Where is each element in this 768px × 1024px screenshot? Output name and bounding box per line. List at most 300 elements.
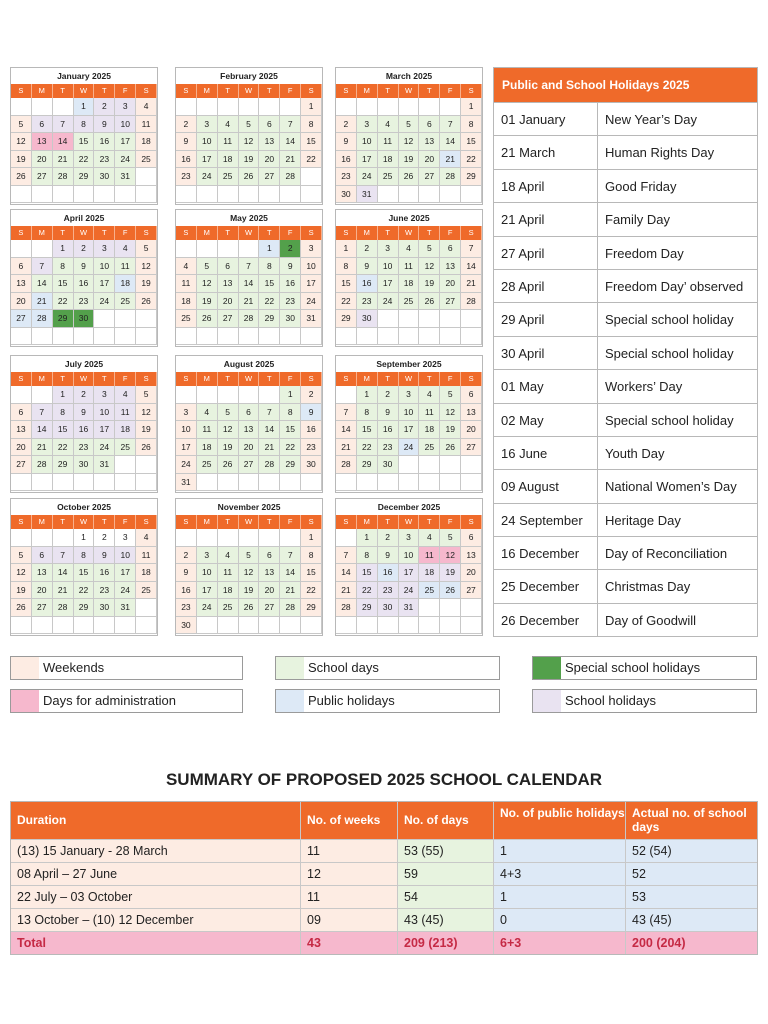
holidays-title: Public and School Holidays 2025 xyxy=(494,68,757,102)
weekday-label: M xyxy=(197,372,218,386)
legend-weekends xyxy=(10,656,243,680)
holiday-name: Freedom Day xyxy=(605,245,684,261)
day-cell: 20 xyxy=(32,151,53,169)
total-days: 209 (213) xyxy=(398,931,494,954)
day-cell: 22 xyxy=(301,582,322,600)
header-actual-days: Actual no. of school days xyxy=(626,802,757,839)
empty-day-cell xyxy=(11,617,32,635)
weekday-label: S xyxy=(301,515,322,529)
day-cell: 8 xyxy=(336,258,357,276)
day-cell: 6 xyxy=(32,547,53,565)
day-cell: 27 xyxy=(32,168,53,186)
holiday-date: 16 June xyxy=(494,437,598,469)
empty-day-cell xyxy=(74,328,95,346)
day-cell: 4 xyxy=(378,116,399,134)
day-grid xyxy=(11,386,157,491)
holiday-row xyxy=(494,336,757,369)
day-cell: 28 xyxy=(32,456,53,474)
day-cell: 31 xyxy=(399,599,420,617)
weekday-label: T xyxy=(53,84,74,98)
empty-day-cell xyxy=(336,617,357,635)
legend-school-days xyxy=(275,656,500,680)
empty-day-cell xyxy=(94,186,115,204)
empty-day-cell xyxy=(11,529,32,547)
day-cell: 21 xyxy=(32,293,53,311)
day-cell: 23 xyxy=(176,599,197,617)
empty-day-cell xyxy=(74,474,95,492)
empty-day-cell xyxy=(53,98,74,116)
weekday-header xyxy=(11,515,157,529)
day-cell: 19 xyxy=(11,582,32,600)
header-duration: Duration xyxy=(11,802,301,839)
day-cell: 14 xyxy=(32,421,53,439)
day-grid xyxy=(176,98,322,203)
day-cell: 19 xyxy=(218,439,239,457)
empty-day-cell xyxy=(136,456,157,474)
empty-day-cell xyxy=(461,186,482,204)
day-cell: 29 xyxy=(301,599,322,617)
weekday-label: M xyxy=(357,372,378,386)
weekday-label: T xyxy=(378,515,399,529)
day-cell: 15 xyxy=(357,421,378,439)
holiday-date: 01 January xyxy=(494,103,598,135)
day-cell: 16 xyxy=(94,133,115,151)
weekday-label: S xyxy=(136,226,157,240)
day-cell: 10 xyxy=(197,564,218,582)
day-cell: 25 xyxy=(136,582,157,600)
day-cell: 11 xyxy=(136,116,157,134)
holiday-date: 24 September xyxy=(494,504,598,536)
holiday-date: 26 December xyxy=(494,604,598,636)
month-calendar xyxy=(10,355,158,493)
weekday-label: S xyxy=(336,372,357,386)
weekday-label: F xyxy=(280,226,301,240)
weekday-label: W xyxy=(74,515,95,529)
day-cell: 2 xyxy=(378,386,399,404)
day-cell: 18 xyxy=(176,293,197,311)
day-cell: 31 xyxy=(94,456,115,474)
day-cell: 16 xyxy=(336,151,357,169)
month-calendar xyxy=(10,209,158,347)
holiday-date: 21 March xyxy=(494,136,598,168)
day-cell: 9 xyxy=(301,404,322,422)
day-cell: 17 xyxy=(94,421,115,439)
day-cell: 25 xyxy=(115,439,136,457)
empty-day-cell xyxy=(239,98,260,116)
day-cell: 9 xyxy=(357,258,378,276)
day-cell: 24 xyxy=(301,293,322,311)
day-cell: 27 xyxy=(259,599,280,617)
day-cell: 24 xyxy=(94,439,115,457)
empty-day-cell xyxy=(336,474,357,492)
holiday-name: Workers’ Day xyxy=(605,379,683,395)
day-cell: 25 xyxy=(399,293,420,311)
day-cell: 25 xyxy=(176,310,197,328)
holiday-name: Special school holiday xyxy=(605,345,734,361)
month-calendar xyxy=(175,355,323,493)
empty-day-cell xyxy=(176,328,197,346)
legend-label: Special school holidays xyxy=(561,657,756,679)
day-cell: 23 xyxy=(74,439,95,457)
empty-day-cell xyxy=(461,474,482,492)
weekday-label: M xyxy=(197,515,218,529)
summary-cell: 09 xyxy=(301,908,398,931)
day-cell: 7 xyxy=(32,404,53,422)
day-cell: 12 xyxy=(136,404,157,422)
month-title: October 2025 xyxy=(57,502,111,512)
day-cell: 22 xyxy=(357,439,378,457)
empty-day-cell xyxy=(11,386,32,404)
day-cell: 18 xyxy=(197,439,218,457)
empty-day-cell xyxy=(53,328,74,346)
day-cell: 6 xyxy=(11,258,32,276)
empty-day-cell xyxy=(115,310,136,328)
weekday-label: T xyxy=(94,372,115,386)
day-cell: 3 xyxy=(197,547,218,565)
holiday-row xyxy=(494,169,757,202)
day-cell: 29 xyxy=(74,168,95,186)
day-cell: 24 xyxy=(115,151,136,169)
holiday-name: New Year’s Day xyxy=(605,112,698,127)
empty-day-cell xyxy=(176,240,197,258)
holiday-name: Day of Reconciliation xyxy=(605,546,728,562)
day-cell: 7 xyxy=(280,116,301,134)
day-cell: 26 xyxy=(11,168,32,186)
day-cell: 4 xyxy=(115,386,136,404)
day-cell: 23 xyxy=(378,582,399,600)
day-cell: 13 xyxy=(239,421,260,439)
holiday-row xyxy=(494,569,757,602)
month-title: March 2025 xyxy=(385,71,433,81)
summary-row xyxy=(11,862,757,885)
month-title: August 2025 xyxy=(223,359,275,369)
empty-day-cell xyxy=(218,328,239,346)
weekday-label: M xyxy=(197,84,218,98)
day-cell: 19 xyxy=(440,421,461,439)
empty-day-cell xyxy=(440,617,461,635)
day-grid xyxy=(336,98,482,203)
day-cell: 13 xyxy=(259,564,280,582)
day-cell: 19 xyxy=(239,151,260,169)
empty-day-cell xyxy=(11,186,32,204)
weekday-header xyxy=(336,226,482,240)
day-cell: 27 xyxy=(259,168,280,186)
day-cell: 2 xyxy=(74,386,95,404)
day-cell: 11 xyxy=(115,258,136,276)
empty-day-cell xyxy=(280,186,301,204)
empty-day-cell xyxy=(197,186,218,204)
day-cell: 26 xyxy=(239,168,260,186)
day-cell: 22 xyxy=(259,293,280,311)
empty-day-cell xyxy=(301,186,322,204)
day-cell: 20 xyxy=(419,151,440,169)
weekday-label: S xyxy=(301,84,322,98)
day-cell: 1 xyxy=(301,529,322,547)
empty-day-cell xyxy=(419,186,440,204)
empty-day-cell xyxy=(419,617,440,635)
day-cell: 16 xyxy=(74,275,95,293)
empty-day-cell xyxy=(336,98,357,116)
day-cell: 10 xyxy=(176,421,197,439)
empty-day-cell xyxy=(218,386,239,404)
day-grid xyxy=(11,98,157,203)
day-cell: 21 xyxy=(336,439,357,457)
day-grid xyxy=(11,529,157,634)
day-cell: 22 xyxy=(74,151,95,169)
day-grid xyxy=(11,240,157,345)
empty-day-cell xyxy=(136,474,157,492)
empty-day-cell xyxy=(399,456,420,474)
day-grid xyxy=(336,386,482,491)
day-cell: 9 xyxy=(176,133,197,151)
day-cell: 26 xyxy=(419,293,440,311)
day-cell: 27 xyxy=(239,456,260,474)
day-cell: 8 xyxy=(259,258,280,276)
day-cell: 22 xyxy=(280,439,301,457)
day-cell: 29 xyxy=(357,456,378,474)
day-cell: 14 xyxy=(32,275,53,293)
day-cell: 25 xyxy=(419,439,440,457)
day-cell: 9 xyxy=(74,258,95,276)
day-cell: 24 xyxy=(357,168,378,186)
day-cell: 12 xyxy=(399,133,420,151)
empty-day-cell xyxy=(440,186,461,204)
empty-day-cell xyxy=(115,617,136,635)
empty-day-cell xyxy=(197,98,218,116)
holiday-date: 01 May xyxy=(494,370,598,402)
empty-day-cell xyxy=(239,240,260,258)
day-cell: 17 xyxy=(197,151,218,169)
empty-day-cell xyxy=(440,310,461,328)
day-cell: 7 xyxy=(461,240,482,258)
day-cell: 8 xyxy=(53,258,74,276)
weekday-label: S xyxy=(176,226,197,240)
day-cell: 4 xyxy=(419,386,440,404)
day-cell: 13 xyxy=(32,133,53,151)
empty-day-cell xyxy=(197,240,218,258)
day-cell: 30 xyxy=(336,186,357,204)
empty-day-cell xyxy=(94,474,115,492)
day-cell: 27 xyxy=(461,582,482,600)
weekday-label: F xyxy=(440,84,461,98)
empty-day-cell xyxy=(94,617,115,635)
empty-day-cell xyxy=(419,599,440,617)
day-cell: 27 xyxy=(419,168,440,186)
day-cell: 11 xyxy=(136,547,157,565)
empty-day-cell xyxy=(301,168,322,186)
summary-cell: 52 (54) xyxy=(626,839,757,862)
holiday-row xyxy=(494,369,757,402)
empty-day-cell xyxy=(115,474,136,492)
weekday-label: T xyxy=(259,84,280,98)
empty-day-cell xyxy=(11,240,32,258)
day-cell: 25 xyxy=(136,151,157,169)
day-cell: 8 xyxy=(74,116,95,134)
holiday-row xyxy=(494,202,757,235)
day-cell: 15 xyxy=(259,275,280,293)
empty-day-cell xyxy=(32,529,53,547)
weekday-label: T xyxy=(259,372,280,386)
day-cell: 15 xyxy=(53,421,74,439)
day-cell: 16 xyxy=(280,275,301,293)
weekday-label: T xyxy=(53,515,74,529)
day-cell: 17 xyxy=(357,151,378,169)
empty-day-cell xyxy=(259,328,280,346)
empty-day-cell xyxy=(53,529,74,547)
day-cell: 14 xyxy=(461,258,482,276)
day-cell: 22 xyxy=(461,151,482,169)
holiday-date: 16 December xyxy=(494,537,598,569)
day-cell: 16 xyxy=(74,421,95,439)
day-cell: 15 xyxy=(301,564,322,582)
day-cell: 3 xyxy=(94,386,115,404)
day-cell: 21 xyxy=(336,582,357,600)
day-cell: 7 xyxy=(53,116,74,134)
day-cell: 14 xyxy=(239,275,260,293)
day-cell: 30 xyxy=(94,168,115,186)
empty-day-cell xyxy=(378,310,399,328)
empty-day-cell xyxy=(280,98,301,116)
weekday-label: S xyxy=(301,226,322,240)
day-cell: 7 xyxy=(259,404,280,422)
weekday-label: T xyxy=(419,372,440,386)
empty-day-cell xyxy=(280,474,301,492)
day-cell: 15 xyxy=(74,564,95,582)
day-cell: 4 xyxy=(399,240,420,258)
day-cell: 16 xyxy=(176,151,197,169)
day-cell: 13 xyxy=(440,258,461,276)
day-cell: 12 xyxy=(218,421,239,439)
weekday-label: T xyxy=(218,226,239,240)
day-cell: 19 xyxy=(419,275,440,293)
day-cell: 9 xyxy=(378,547,399,565)
day-cell: 30 xyxy=(301,456,322,474)
day-cell: 14 xyxy=(280,133,301,151)
holiday-name: Special school holiday xyxy=(605,412,734,428)
summary-cell: 52 xyxy=(626,862,757,885)
weekday-label: S xyxy=(461,84,482,98)
month-calendar xyxy=(175,209,323,347)
summary-cell: 54 xyxy=(398,885,494,908)
day-cell: 12 xyxy=(136,258,157,276)
day-cell: 20 xyxy=(259,582,280,600)
day-cell: 18 xyxy=(136,564,157,582)
weekday-label: S xyxy=(11,515,32,529)
summary-total-row xyxy=(11,931,757,954)
day-cell: 7 xyxy=(32,258,53,276)
day-cell: 23 xyxy=(94,582,115,600)
day-cell: 5 xyxy=(239,116,260,134)
day-cell: 13 xyxy=(461,404,482,422)
day-cell: 3 xyxy=(357,116,378,134)
holiday-row xyxy=(494,236,757,269)
empty-day-cell xyxy=(136,186,157,204)
holiday-name: National Women’s Day xyxy=(605,479,737,495)
day-cell: 2 xyxy=(336,116,357,134)
weekday-label: T xyxy=(378,84,399,98)
day-cell: 20 xyxy=(11,293,32,311)
day-cell: 14 xyxy=(53,564,74,582)
empty-day-cell xyxy=(461,617,482,635)
empty-day-cell xyxy=(419,328,440,346)
empty-day-cell xyxy=(280,328,301,346)
weekday-header xyxy=(11,84,157,98)
day-cell: 13 xyxy=(11,421,32,439)
day-cell: 13 xyxy=(259,133,280,151)
day-cell: 24 xyxy=(378,293,399,311)
day-cell: 14 xyxy=(53,133,74,151)
day-cell: 1 xyxy=(301,98,322,116)
day-cell: 16 xyxy=(357,275,378,293)
weekday-label: S xyxy=(461,372,482,386)
day-cell: 2 xyxy=(280,240,301,258)
weekday-label: W xyxy=(399,515,420,529)
day-cell: 22 xyxy=(74,582,95,600)
day-cell: 18 xyxy=(419,564,440,582)
day-cell: 7 xyxy=(280,547,301,565)
empty-day-cell xyxy=(259,529,280,547)
day-cell: 17 xyxy=(176,439,197,457)
empty-day-cell xyxy=(197,617,218,635)
weekday-label: T xyxy=(378,226,399,240)
weekday-label: T xyxy=(94,84,115,98)
day-cell: 6 xyxy=(461,529,482,547)
empty-day-cell xyxy=(259,186,280,204)
empty-day-cell xyxy=(259,474,280,492)
empty-day-cell xyxy=(239,474,260,492)
day-cell: 14 xyxy=(440,133,461,151)
weekday-label: M xyxy=(357,515,378,529)
holiday-row xyxy=(494,102,757,135)
day-cell: 29 xyxy=(336,310,357,328)
day-grid xyxy=(176,386,322,491)
day-cell: 25 xyxy=(197,456,218,474)
weekday-header xyxy=(176,226,322,240)
holiday-date: 21 April xyxy=(494,203,598,235)
day-cell: 21 xyxy=(280,151,301,169)
empty-day-cell xyxy=(399,186,420,204)
empty-day-cell xyxy=(399,98,420,116)
day-cell: 6 xyxy=(259,116,280,134)
summary-cell: 1 xyxy=(494,885,626,908)
day-cell: 10 xyxy=(357,133,378,151)
empty-day-cell xyxy=(218,98,239,116)
empty-day-cell xyxy=(259,386,280,404)
day-cell: 3 xyxy=(176,404,197,422)
empty-day-cell xyxy=(378,474,399,492)
day-cell: 4 xyxy=(136,529,157,547)
day-grid xyxy=(176,240,322,345)
day-cell: 3 xyxy=(115,98,136,116)
weekday-label: S xyxy=(461,515,482,529)
day-cell: 28 xyxy=(440,168,461,186)
weekday-label: W xyxy=(399,84,420,98)
day-cell: 18 xyxy=(136,133,157,151)
summary-cell: 59 xyxy=(398,862,494,885)
day-cell: 8 xyxy=(280,404,301,422)
day-cell: 3 xyxy=(378,240,399,258)
day-cell: 5 xyxy=(399,116,420,134)
header-days: No. of days xyxy=(398,802,494,839)
empty-day-cell xyxy=(399,617,420,635)
day-cell: 5 xyxy=(440,386,461,404)
weekday-label: W xyxy=(239,84,260,98)
day-cell: 28 xyxy=(336,599,357,617)
total-weeks: 43 xyxy=(301,931,398,954)
day-cell: 15 xyxy=(357,564,378,582)
month-calendar xyxy=(335,209,483,347)
summary-row xyxy=(11,839,757,862)
